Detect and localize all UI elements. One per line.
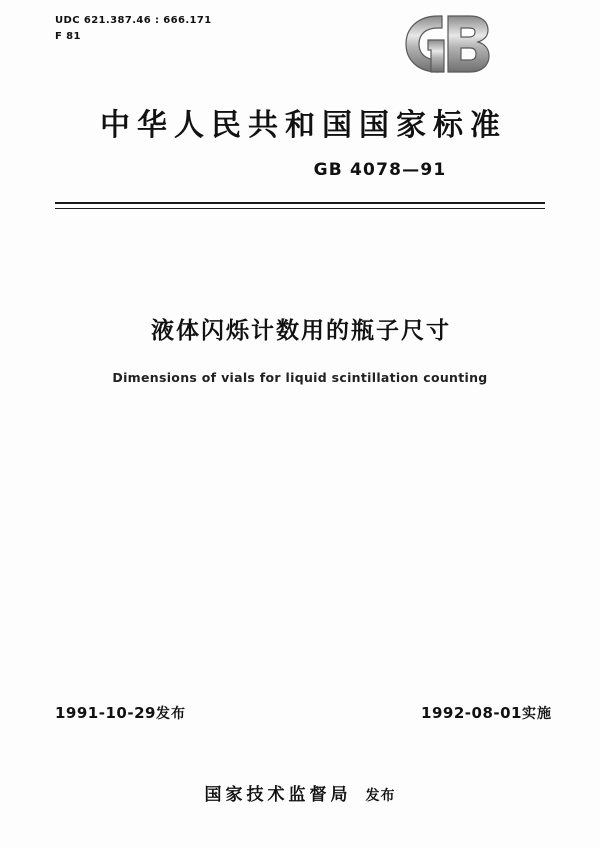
issuer-name: 国家技术监督局 xyxy=(204,785,352,805)
effective-date-value: 1992-08-01 xyxy=(421,704,522,722)
issuer-verb: 发布 xyxy=(365,788,396,804)
standard-number: GB 4078—91 xyxy=(313,160,447,180)
subject-title-english: Dimensions of vials for liquid scintillation counting xyxy=(112,370,488,385)
issue-date-block xyxy=(55,703,186,723)
divider-bottom xyxy=(55,208,545,209)
udc-line-2: F 81 xyxy=(55,30,81,42)
issuer-line xyxy=(0,780,600,805)
issue-date-label: 发布 xyxy=(155,706,186,722)
effective-date-block xyxy=(421,703,552,723)
effective-date-label: 实施 xyxy=(522,706,552,722)
page-title: 中华人民共和国国家标准 xyxy=(100,108,507,143)
udc-line-1: UDC 621.387.46 : 666.171 xyxy=(55,15,212,26)
issue-date-value: 1991-10-29 xyxy=(55,704,156,722)
gb-emblem-icon xyxy=(398,10,494,78)
divider-top xyxy=(55,202,545,204)
date-row xyxy=(55,703,552,723)
udc-classification xyxy=(55,14,212,44)
subject-title-chinese: 液体闪烁计数用的瓶子尺寸 xyxy=(151,318,451,344)
